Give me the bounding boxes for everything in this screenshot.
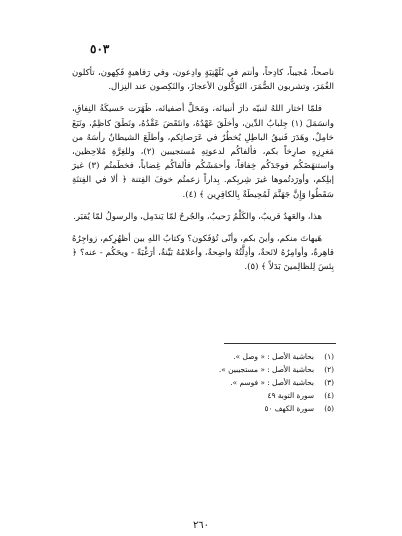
footnote-number: (٢): [324, 365, 334, 374]
paragraph: هذا، والعَهدُ قريبٌ، والكَلْمُ رَحيبٌ، والجُرحُ لمّا يَندَمِل، والرسولُ لمّا يُقبَر.: [73, 211, 322, 222]
footnote: [150, 389, 334, 402]
footnote-text: سورة التوبة ٤٩: [267, 391, 314, 400]
footnote-text: بحاشية الأصل : « فوسم ».: [230, 378, 314, 387]
footnote-number: (٤): [324, 391, 334, 400]
footnote-text: سورة الكهف ٥٠: [264, 404, 314, 413]
footnote-number: (٥): [324, 404, 334, 413]
page-number-top: ٥٠٣: [90, 42, 110, 56]
main-text: [72, 66, 334, 283]
footnotes: [150, 350, 334, 415]
footnote-separator: [224, 343, 336, 344]
paragraph: فلمّا اختار اللهُ لنبيّه دارَ أنبيائه، ومَحَلَّ أصفيائه، ظَهَرَت حَسيكَةُ النِفاقِ، وانسَمَلَ (١) جِلبابُ الدِّين، وأخلَقَ عَهْدُهُ، وانتَقَضَ عَقْدُهُ، ونَطَقَ كاظِمٌ، ونَبَغَ خامِلٌ، وهَدَرَ فَنيقُ الباطِلِ يُخطُرُ في عَرَصاتِكم، وأطلَعَ الشيطانُ رأسَهُ من مَغرِزِهِ صارِخاً بكم، فألفاكُم لدعوتِهِ مُستجيبين (٢)، وللغِرَّةِ مُلاحِظين، واستنهَضَكُم فوجَدَكُم خِفافاً، وأحمَشَكُم فألفاكُم غِضاباً، فخطَمتُم (٣) غيرَ إبلِكم، وأورَدتُموها غيرَ شِربِكم. بِداراً زعمتُم خوفَ الفِتنة ﴿ ألا في الفِتنَةِ سَقَطُوا وَإِنَّ جَهَنَّمَ لَمُحِيطَةٌ بِالكافِرِين ﴾ (٤).: [72, 104, 334, 200]
footnote-number: (٣): [324, 378, 334, 387]
footnote: [150, 376, 334, 389]
page-number-bottom: ٢٦٠: [192, 520, 210, 531]
paragraph: هَيهاتَ منكم، وأينَ بكم، وأنّى تُؤفَكون؟ وكتابُ اللهِ بين أظهُرِكم، زواجِرُهُ قاهِرةٌ، وأوامِرُهُ لائحةٌ، وأدِلَّتُهُ واضِحةٌ، وأعلامُهُ بَيِّنةٌ، أرَغْبَةً - ويحَكُم - عنه؟ ﴿ بِئسَ لِلظالِمينَ بَدَلاً ﴾ (٥).: [72, 234, 334, 273]
footnote: [150, 363, 334, 376]
footnote-text: بحاشية الأصل : « مستجيبين ».: [218, 365, 314, 374]
footnote: [150, 350, 334, 363]
footnote-number: (١): [324, 352, 334, 361]
paragraph: ناصحاً، مُجيباً، كادِحاً، وأنتم في بُلَهْنِيَةٍ وادِعون، وفي رَفاهيةٍ فَكِهون، تأكلون الغُمَرَ، وتشربون الصُّمَرَ، التَوَكُّلون الأعجازَ، والنَكِصون عند النِزال.: [72, 68, 334, 93]
footnote-text: بحاشية الأصل : « وصل ».: [233, 352, 314, 361]
footnote: [150, 402, 334, 415]
